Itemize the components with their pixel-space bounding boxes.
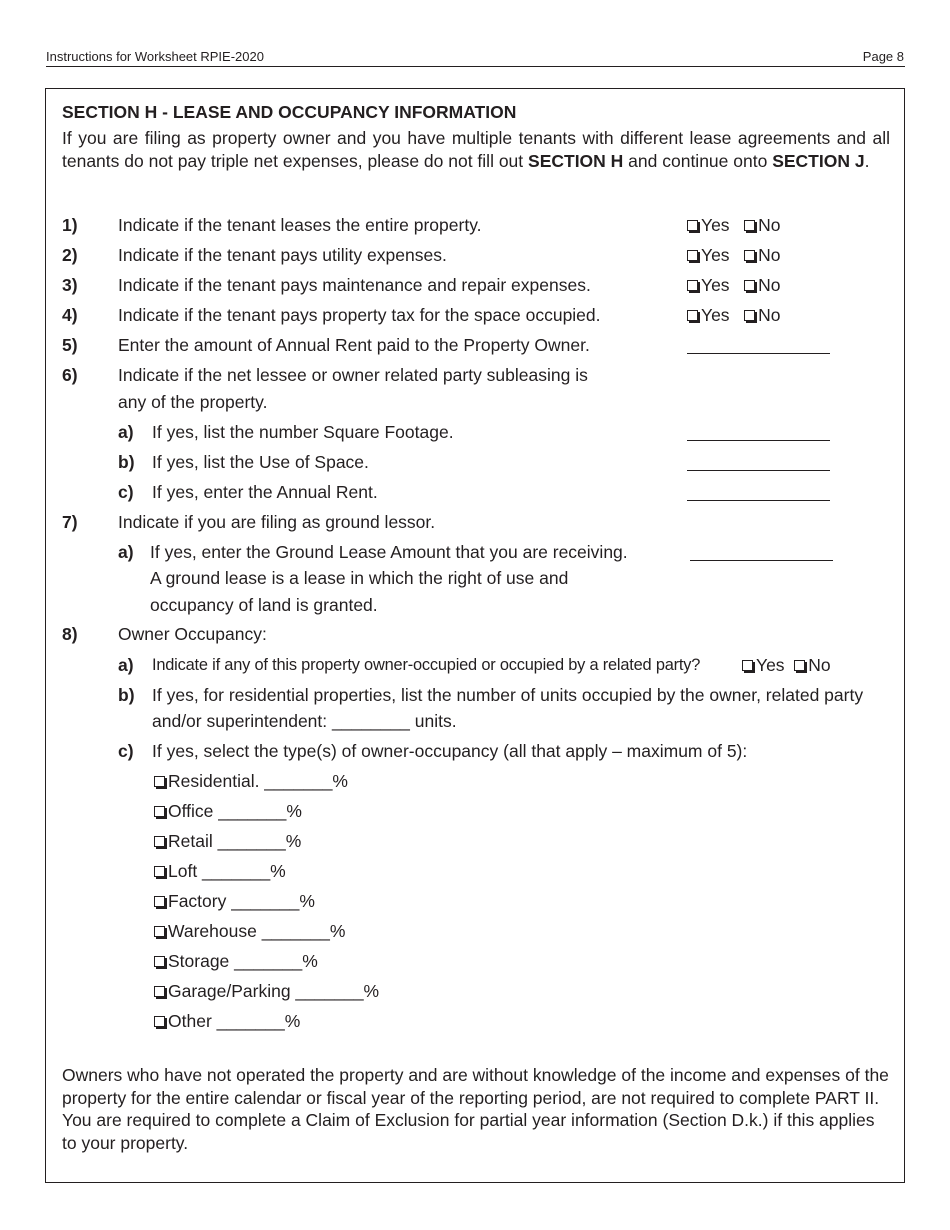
- yes-checkbox[interactable]: [687, 280, 698, 291]
- item-number: 8): [62, 624, 78, 644]
- item-text: Indicate if the tenant pays utility expenses.: [118, 245, 447, 265]
- no-checkbox[interactable]: [744, 220, 755, 231]
- yes-no-choice: Yes No: [742, 654, 831, 676]
- subitem-text: If yes, enter the Ground Lease Amount that you are receiving.: [150, 542, 628, 562]
- yes-checkbox[interactable]: [687, 250, 698, 261]
- yes-no-choice: Yes No: [687, 214, 781, 236]
- item-number: 4): [62, 305, 78, 325]
- checkbox-icon[interactable]: [154, 956, 165, 967]
- occupancy-option[interactable]: Storage _______%: [154, 950, 318, 972]
- item-text: Owner Occupancy:: [118, 624, 267, 644]
- yes-checkbox[interactable]: [742, 660, 753, 671]
- item-text: Enter the amount of Annual Rent paid to the Property Owner.: [118, 335, 590, 355]
- section-title: SECTION H - LEASE AND OCCUPANCY INFORMATION: [62, 102, 517, 122]
- item-number: 3): [62, 275, 78, 295]
- item-number: 6): [62, 365, 78, 385]
- occupancy-option[interactable]: Retail _______%: [154, 830, 301, 852]
- units-blank[interactable]: ________: [332, 711, 410, 731]
- item-text: Indicate if you are filing as ground lessor.: [118, 512, 436, 532]
- yes-checkbox[interactable]: [687, 220, 698, 231]
- subitem-label: a): [118, 422, 134, 442]
- checkbox-icon[interactable]: [154, 806, 165, 817]
- item-text: Indicate if the net lessee or owner related party subleasing is: [118, 365, 588, 385]
- subitem-label: b): [118, 685, 135, 705]
- subitem-text: occupancy of land is granted.: [150, 595, 378, 615]
- checkbox-icon[interactable]: [154, 986, 165, 997]
- occupancy-option[interactable]: Loft _______%: [154, 860, 286, 882]
- header-divider: [46, 66, 905, 67]
- checkbox-icon[interactable]: [154, 1016, 165, 1027]
- item-text: Indicate if the tenant pays property tax for the space occupied.: [118, 305, 601, 325]
- page-header-title: Instructions for Worksheet RPIE-2020: [46, 49, 264, 64]
- occupancy-option[interactable]: Other _______%: [154, 1010, 300, 1032]
- item-text: any of the property.: [118, 392, 268, 412]
- item-number: 5): [62, 335, 78, 355]
- footer-note: Owners who have not operated the property and are without knowledge of the income and expenses of the property for the entire calendar or fiscal year of the reporting period, are not required to complete PART II. You are required to complete a Claim of Exclusion for partial year information (Section D.k.) if this applies to your property.: [62, 1065, 889, 1153]
- subitem-label: a): [118, 542, 134, 562]
- subitem-text: If yes, list the number Square Footage.: [152, 422, 454, 442]
- checkbox-icon[interactable]: [154, 866, 165, 877]
- subitem-text: If yes, select the type(s) of owner-occupancy (all that apply – maximum of 5):: [152, 741, 748, 761]
- item-number: 1): [62, 215, 78, 235]
- subitem-label: c): [118, 741, 134, 761]
- subitem-label: a): [118, 655, 134, 675]
- annual-rent-blank[interactable]: [687, 353, 830, 354]
- occupancy-option[interactable]: Garage/Parking _______%: [154, 980, 379, 1002]
- yes-no-choice: Yes No: [687, 244, 781, 266]
- ground-lease-blank[interactable]: [690, 560, 833, 561]
- subitem-text: If yes, for residential properties, list the number of units occupied by the owner, related party: [152, 685, 864, 705]
- item-text: Indicate if the tenant leases the entire property.: [118, 215, 482, 235]
- no-checkbox[interactable]: [744, 310, 755, 321]
- item-number: 2): [62, 245, 78, 265]
- item-number: 7): [62, 512, 78, 532]
- checkbox-icon[interactable]: [154, 836, 165, 847]
- occupancy-option[interactable]: Warehouse _______%: [154, 920, 345, 942]
- subitem-text: Indicate if any of this property owner-occupied or occupied by a related party?: [152, 656, 701, 674]
- occupancy-option[interactable]: Residential. _______%: [154, 770, 348, 792]
- checkbox-icon[interactable]: [154, 776, 165, 787]
- section-intro: If you are filing as property owner and you have multiple tenants with different lease agreements and all tenants do not pay triple net expenses, please do not fill out SECTION H and continue onto SECTION J.: [62, 128, 890, 171]
- square-footage-blank[interactable]: [687, 440, 830, 441]
- subitem-text: If yes, enter the Annual Rent.: [152, 482, 378, 502]
- use-of-space-blank[interactable]: [687, 470, 830, 471]
- yes-no-choice: Yes No: [687, 304, 781, 326]
- yes-no-choice: Yes No: [687, 274, 781, 296]
- subitem-label: c): [118, 482, 134, 502]
- no-checkbox[interactable]: [744, 250, 755, 261]
- no-checkbox[interactable]: [794, 660, 805, 671]
- subitem-text: If yes, list the Use of Space.: [152, 452, 369, 472]
- page-number: Page 8: [862, 49, 904, 64]
- subitem-label: b): [118, 452, 135, 472]
- sublease-rent-blank[interactable]: [687, 500, 830, 501]
- item-text: Indicate if the tenant pays maintenance and repair expenses.: [118, 275, 591, 295]
- occupancy-option[interactable]: Factory _______%: [154, 890, 315, 912]
- checkbox-icon[interactable]: [154, 926, 165, 937]
- subitem-text: A ground lease is a lease in which the right of use and: [150, 568, 569, 588]
- no-checkbox[interactable]: [744, 280, 755, 291]
- occupancy-option[interactable]: Office _______%: [154, 800, 302, 822]
- subitem-text: and/or superintendent: ________ units.: [152, 711, 457, 731]
- checkbox-icon[interactable]: [154, 896, 165, 907]
- yes-checkbox[interactable]: [687, 310, 698, 321]
